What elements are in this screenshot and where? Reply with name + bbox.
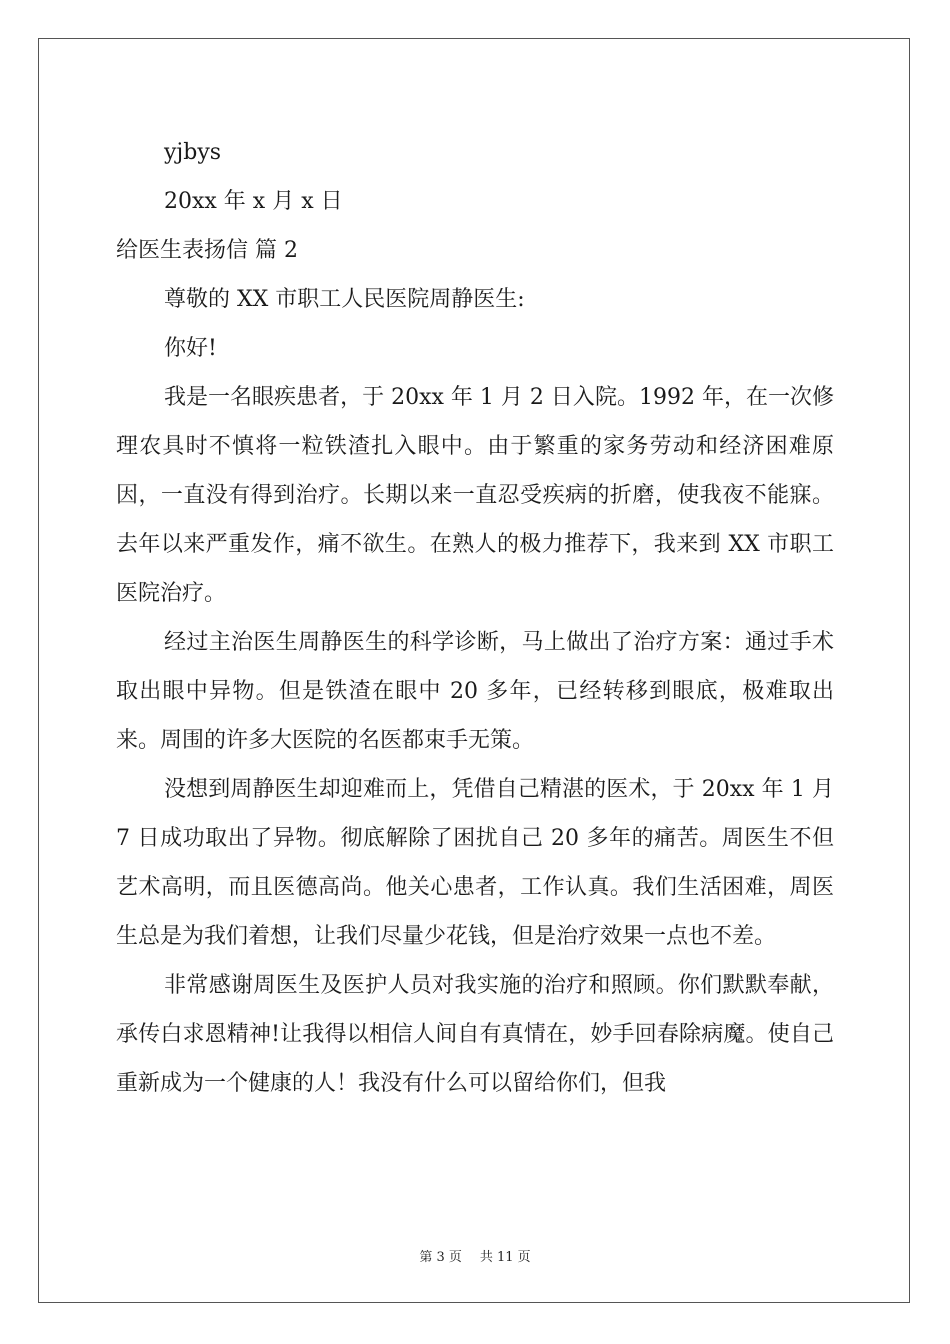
letter-date: 20xx 年 x 月 x 日 (164, 189, 343, 214)
document-body (116, 128, 834, 1108)
section-title: 给医生表扬信 篇 2 (116, 238, 298, 263)
paragraph: 没想到周静医生却迎难而上，凭借自己精湛的医术，于 20xx 年 1 月 7 日成功取出了异物。彻底解除了困扰自己 20 多年的痛苦。周医生不但艺术高明，而且医德高尚。他关心患者，工作认真。我们生活困难，周医生总是为我们着想，让我们尽量少花钱，但是治疗效果一点也不差。 (116, 777, 834, 949)
greeting: 你好! (164, 336, 217, 361)
page-total: 共 11 页 (479, 1250, 531, 1265)
signature: yjbys (164, 140, 222, 165)
salutation: 尊敬的 XX 市职工人民医院周静医生: (164, 287, 525, 312)
paragraph: 经过主治医生周静医生的科学诊断，马上做出了治疗方案：通过手术取出眼中异物。但是铁渣在眼中 20 多年，已经转移到眼底，极难取出来。周围的许多大医院的名医都束手无策。 (116, 630, 834, 753)
page-footer (0, 1246, 950, 1265)
paragraph: 非常感谢周医生及医护人员对我实施的治疗和照顾。你们默默奉献，承传白求恩精神!让我得以相信人间自有真情在，妙手回春除病魔。使自己重新成为一个健康的人！我没有什么可以留给你们，但我 (116, 973, 834, 1096)
paragraph: 我是一名眼疾患者，于 20xx 年 1 月 2 日入院。1992 年，在一次修理农具时不慎将一粒铁渣扎入眼中。由于繁重的家务劳动和经济困难原因，一直没有得到治疗。长期以来一直忍受疾病的折磨，使我夜不能寐。去年以来严重发作，痛不欲生。在熟人的极力推荐下，我来到 XX 市职工医院治疗。 (116, 385, 834, 606)
page-number: 第 3 页 (419, 1250, 462, 1265)
